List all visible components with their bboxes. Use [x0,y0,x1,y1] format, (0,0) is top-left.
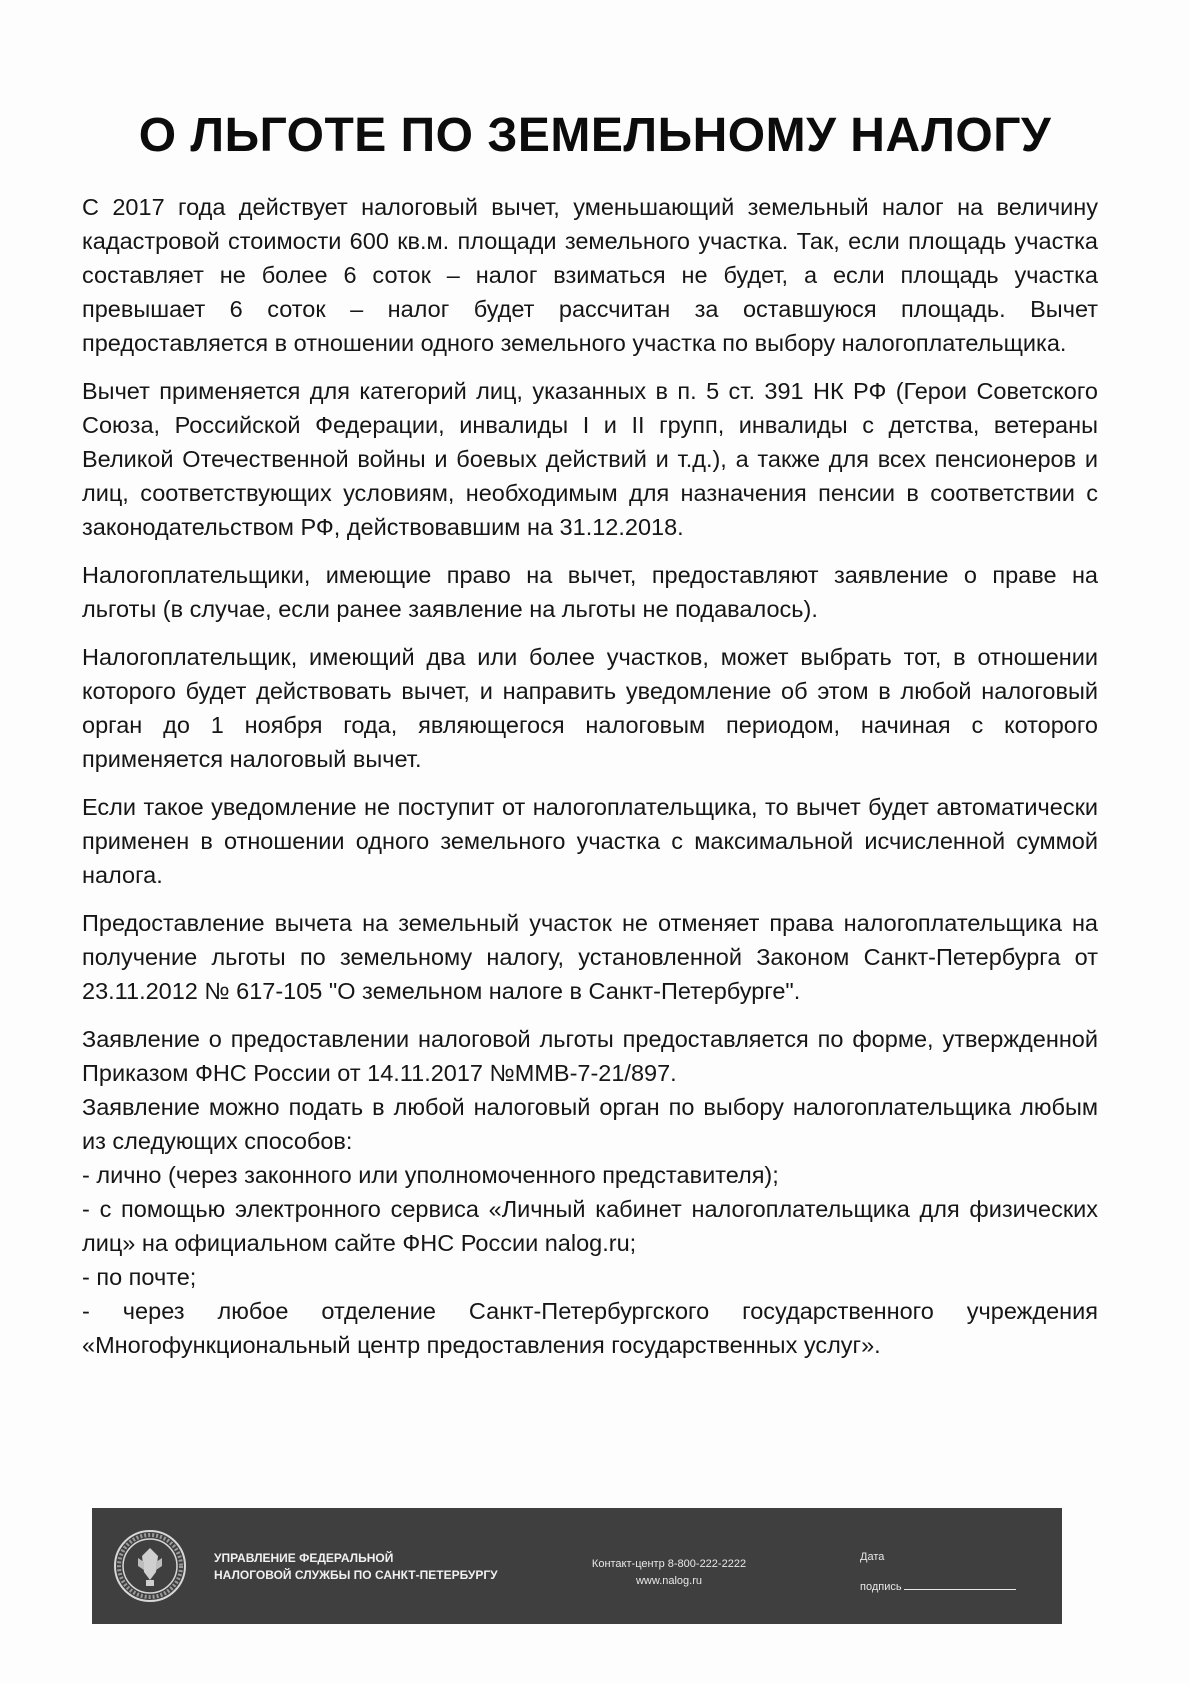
signature-row [860,1572,1016,1602]
method-item-mfc: - через любое отделение Санкт-Петербургского государственного учреждения «Многофункциональный центр предоставления государственных услуг». [82,1298,1098,1358]
document-body [82,190,1098,1362]
paragraph-spb-law: Предоставление вычета на земельный участок не отменяет права налогоплательщика на получение льготы по земельному налогу, установленной Законом Санкт-Петербурга от 23.11.2012 № 617-105 "О земельном налоге в Санкт-Петербурге". [82,910,1098,1004]
date-signature-block [860,1542,1016,1602]
website-link[interactable]: www.nalog.ru [635,1575,703,1587]
fns-emblem-icon [112,1528,188,1604]
organization-name-line2: НАЛОГОВОЙ СЛУЖБЫ ПО САНКТ-ПЕТЕРБУРГУ [214,1568,498,1582]
date-label: Дата [860,1551,885,1563]
paragraph-deduction-intro: С 2017 года действует налоговый вычет, уменьшающий земельный налог на величину кадастровой стоимости 600 кв.м. площади земельного участка. Так, если площадь участка составляет не более 6 соток – налог взиматься не будет, а если площадь участка превышает 6 соток – налог будет рассчитан за оставшуюся площадь. Вычет предоставляется в отношении одного земельного участка по выбору налогоплательщика. [82,194,1098,356]
paragraph-multiple-plots: Налогоплательщик, имеющий два или более участков, может выбрать тот, в отношении которого будет действовать вычет, и направить уведомление об этом в любой налоговый орган до 1 ноября года, являющегося налоговым периодом, начиная с которого применяется налоговый вычет. [82,644,1098,772]
organization-name [214,1550,498,1584]
footer-band [92,1508,1062,1624]
paragraph-methods-intro: Заявление можно подать в любой налоговый орган по выбору налогоплательщика любым из следующих способов: [82,1094,1098,1154]
contact-center-phone: Контакт-центр 8-800-222-2222 [591,1558,747,1570]
method-item-online: - с помощью электронного сервиса «Личный кабинет налогоплательщика для физических лиц» на официальном сайте ФНС России nalog.ru; [82,1196,1098,1256]
organization-name-line1: УПРАВЛЕНИЕ ФЕДЕРАЛЬНОЙ [214,1551,394,1565]
page-title: О ЛЬГОТЕ ПО ЗЕМЕЛЬНОМУ НАЛОГУ [138,109,1052,162]
paragraph-automatic-deduction: Если такое уведомление не поступит от налогоплательщика, то вычет будет автоматически применен в отношении одного земельного участка с максимальной исчисленной суммой налога. [82,794,1098,888]
method-item-post: - по почте; [82,1264,197,1290]
signature-line [904,1589,1016,1590]
paragraph-application-form: Заявление о предоставлении налоговой льготы предоставляется по форме, утвержденной Приказом ФНС России от 14.11.2017 №ММВ-7-21/897. [82,1026,1098,1086]
method-item-in-person: - лично (через законного или уполномоченного представителя); [82,1162,779,1188]
contact-info [574,1556,764,1590]
signature-label: подпись [860,1581,902,1593]
paragraph-application-right: Налогоплательщики, имеющие право на вычет, предоставляют заявление о праве на льготы (в случае, если ранее заявление на льготы не подавалось). [82,562,1098,622]
paragraph-eligible-categories: Вычет применяется для категорий лиц, указанных в п. 5 ст. 391 НК РФ (Герои Советского Союза, Российской Федерации, инвалиды I и II групп, инвалиды с детства, ветераны Великой Отечественной войны и боевых действий и т.д.), а также для всех пенсионеров и лиц, соответствующих условиям, необходимым для назначения пенсии в соответствии с законодательством РФ, действовавшим на 31.12.2018. [82,378,1098,540]
